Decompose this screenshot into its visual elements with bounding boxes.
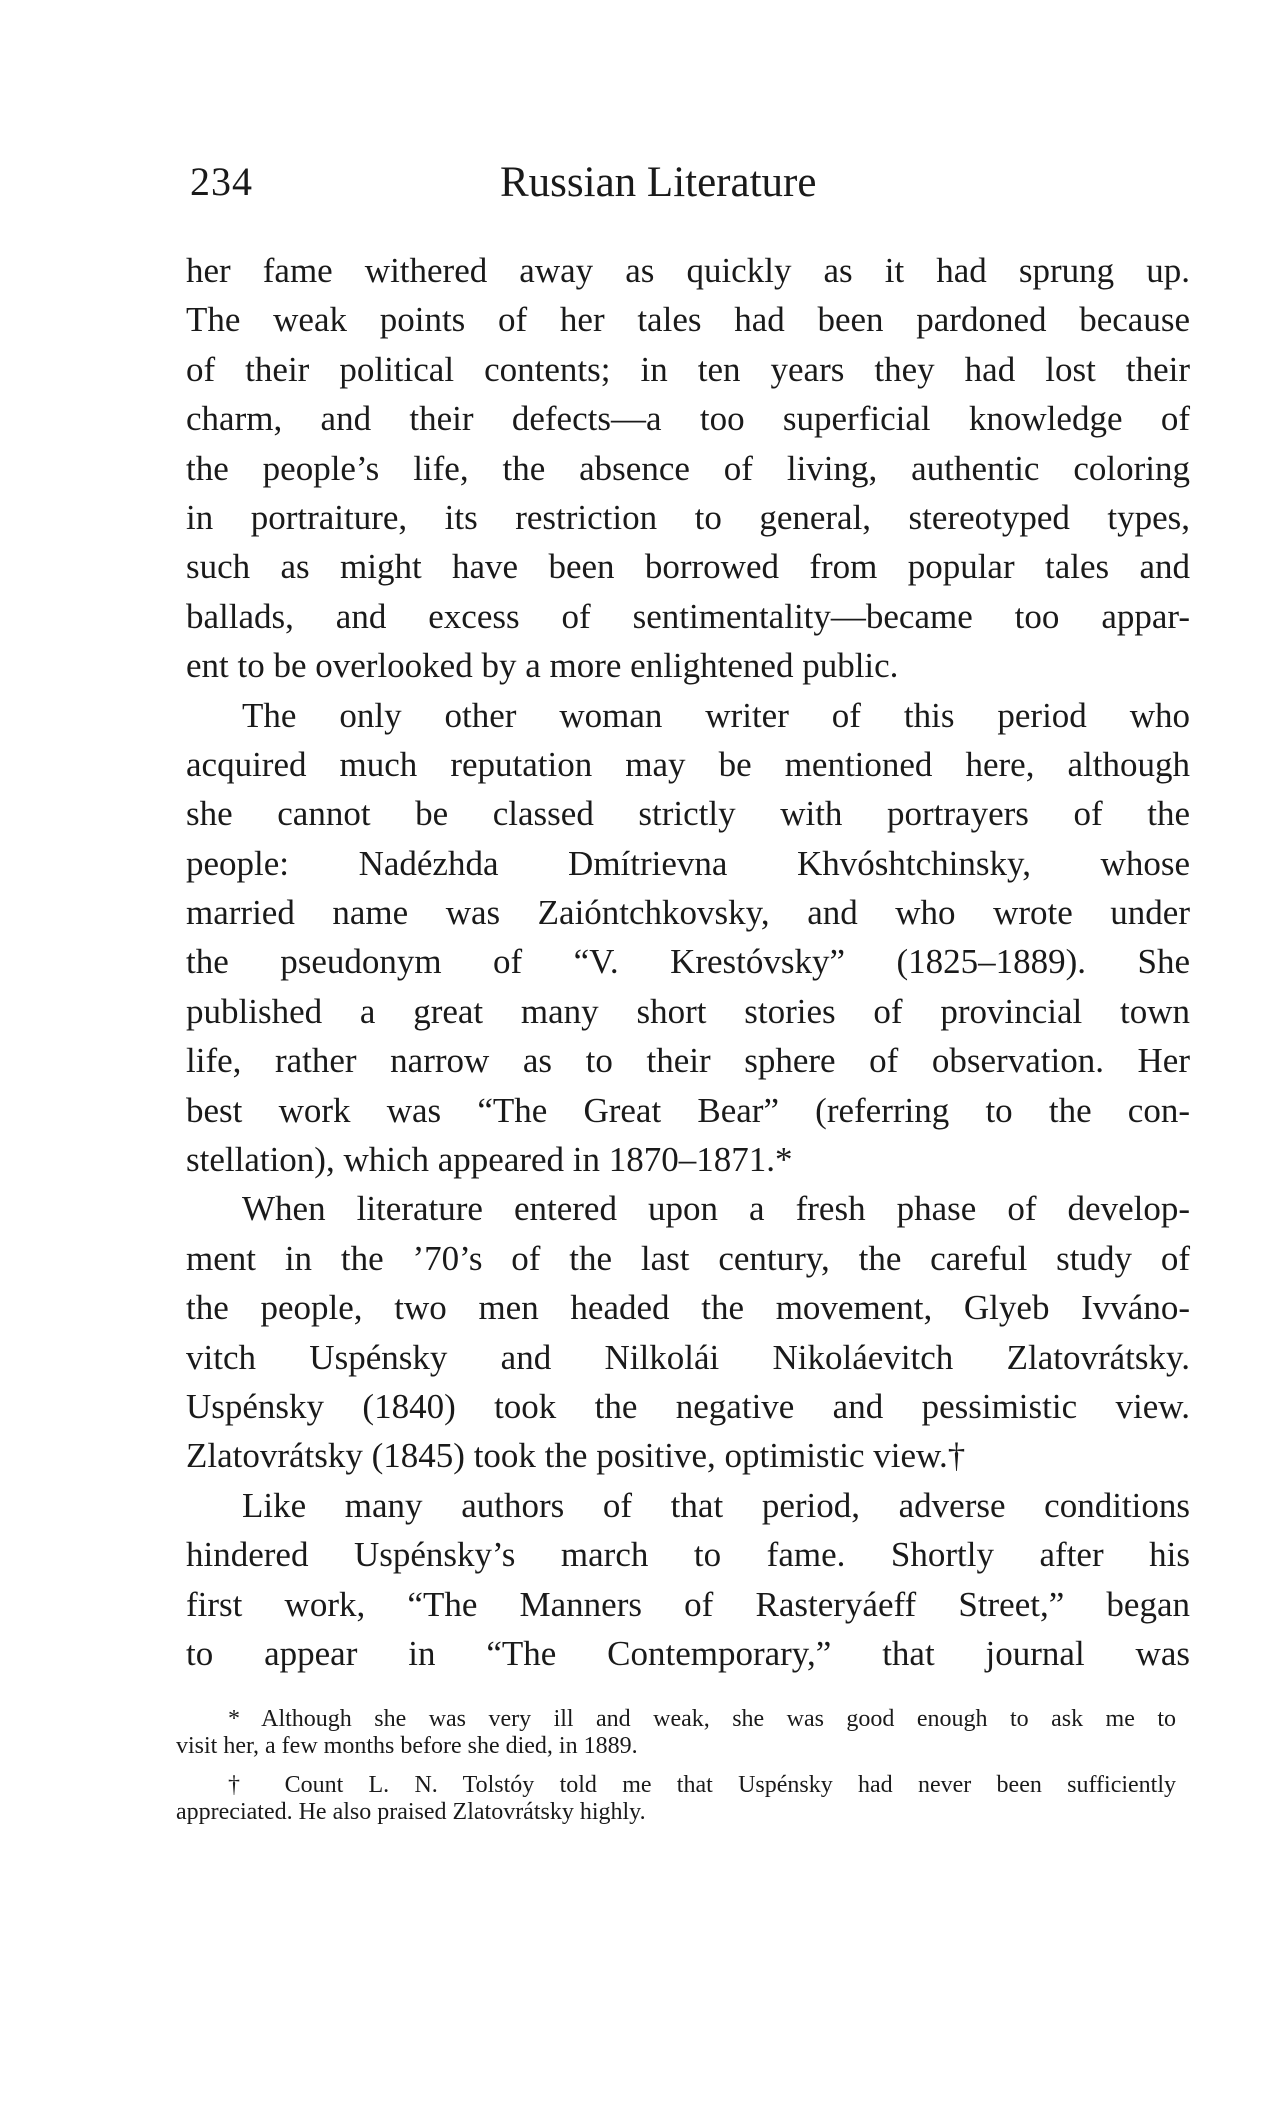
text-line: to appear in “The Contemporary,” that journal was	[186, 1633, 1190, 1673]
text-line: Zlatovrátsky (1845) took the positive, optimistic view.†	[186, 1436, 966, 1476]
text-line: charm, and their defects—a too superficial knowledge of	[186, 399, 1190, 439]
page-number: 234	[190, 159, 253, 204]
text-line: married name was Zaióntchkovsky, and who wrote under	[186, 893, 1190, 933]
text-line: Uspénsky (1840) took the negative and pessimistic view.	[186, 1386, 1190, 1426]
text-line: vitch Uspénsky and Nilkolái Nikoláevitch Zlatovrátsky.	[186, 1337, 1190, 1377]
text-line: When literature entered upon a fresh phase of develop-	[242, 1189, 1190, 1229]
page-header	[190, 158, 1180, 208]
text-line: acquired much reputation may be mentioned here, although	[186, 744, 1190, 784]
text-line: her fame withered away as quickly as it had sprung up.	[186, 251, 1190, 290]
text-line: The only other woman writer of this period who	[242, 695, 1190, 735]
text-line: life, rather narrow as to their sphere of observation. Her	[186, 1041, 1190, 1081]
text-line: the people, two men headed the movement, Glyeb Ivváno-	[186, 1288, 1190, 1328]
text-line: The weak points of her tales had been pardoned because	[186, 300, 1190, 340]
text-line: Like many authors of that period, adverse conditions	[242, 1485, 1190, 1525]
running-title: Russian Literature	[500, 159, 817, 206]
text-line: in portraiture, its restriction to general, stereotyped types,	[186, 497, 1190, 537]
footnote-line: visit her, a few months before she died, in 1889.	[176, 1733, 638, 1759]
footnote-line: appreciated. He also praised Zlatovrátsky highly.	[176, 1799, 646, 1825]
text-line: such as might have been borrowed from popular tales and	[186, 547, 1190, 587]
text-line: she cannot be classed strictly with portrayers of the	[186, 794, 1190, 834]
text-line: best work was “The Great Bear” (referring to the con-	[186, 1090, 1190, 1130]
text-line: published a great many short stories of provincial town	[186, 991, 1190, 1031]
text-line: ment in the ’70’s of the last century, the careful study of	[186, 1238, 1190, 1278]
body-text	[186, 246, 1190, 1678]
text-line: stellation), which appeared in 1870–1871.*	[186, 1140, 793, 1180]
footnote-line: † Count L. N. Tolstóy told me that Uspénsky had never been sufficiently	[228, 1772, 1176, 1798]
footnote-line: * Although she was very ill and weak, she was good enough to ask me to	[228, 1706, 1176, 1732]
footnotes	[176, 1706, 1176, 1826]
text-line: ent to be overlooked by a more enlightened public.	[186, 646, 899, 686]
text-line: people: Nadézhda Dmítrievna Khvóshtchinsky, whose	[186, 843, 1190, 883]
text-line: the people’s life, the absence of living, authentic coloring	[186, 448, 1190, 488]
footnote-separator	[176, 1760, 1176, 1772]
text-line: ballads, and excess of sentimentality—became too appar-	[186, 596, 1190, 636]
text-line: the pseudonym of “V. Krestóvsky” (1825–1889). She	[186, 942, 1190, 982]
text-line: of their political contents; in ten years they had lost their	[186, 349, 1190, 389]
text-line: first work, “The Manners of Rasteryáeff Street,” began	[186, 1584, 1190, 1624]
text-line: hindered Uspénsky’s march to fame. Shortly after his	[186, 1535, 1190, 1575]
